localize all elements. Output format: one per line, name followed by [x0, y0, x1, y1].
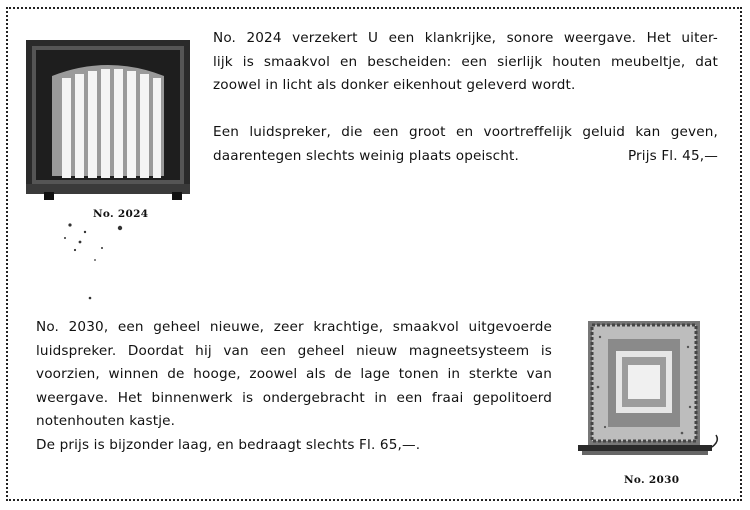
speaker-2030-price: De prijs is bijzonder laag, en bedraagt slechts Fl. 65,—.: [36, 436, 421, 453]
description-line: zoowel in licht als donker eikenhout geleverd wordt.: [213, 77, 576, 93]
description-line: No. 2024 verzekert U een klankrijke, sonore weergave. Het uiter-: [213, 30, 718, 46]
price-row: [213, 145, 718, 169]
description-line: voorzien, winnen de hooge, zoowel als de lage tonen in sterkte van: [36, 366, 552, 382]
speaker-2030-description: [36, 316, 552, 457]
summary-line: daarentegen slechts weinig plaats opeischt.: [213, 147, 519, 164]
description-line: weergave. Het binnenwerk is ondergebracht in een fraai gepolitoerd: [36, 389, 552, 406]
summary-line: Een luidspreker, die een groot en voortreffelijk geluid kan geven,: [213, 124, 718, 140]
speaker-2024-caption: No. 2024: [93, 208, 149, 220]
print-specks: [40, 220, 150, 310]
speaker-2030-image: [570, 317, 720, 467]
speaker-2030-caption: No. 2030: [624, 474, 680, 486]
description-line: lijk is smaakvol en bescheiden: een sierlijk houten meubeltje, dat: [213, 53, 718, 70]
speaker-2024-price: Prijs Fl. 45,—: [627, 147, 718, 164]
description-line: notenhouten kastje.: [36, 413, 176, 429]
description-line: No. 2030, een geheel nieuwe, zeer krachtige, smaakvol uitgevoerde: [36, 319, 552, 335]
description-line: luidspreker. Doordat hij van een geheel nieuw magneetsysteem is: [36, 342, 552, 359]
speaker-2024-image: [22, 36, 194, 204]
speaker-2024-summary: [213, 121, 718, 168]
speaker-2024-description: [213, 27, 718, 98]
